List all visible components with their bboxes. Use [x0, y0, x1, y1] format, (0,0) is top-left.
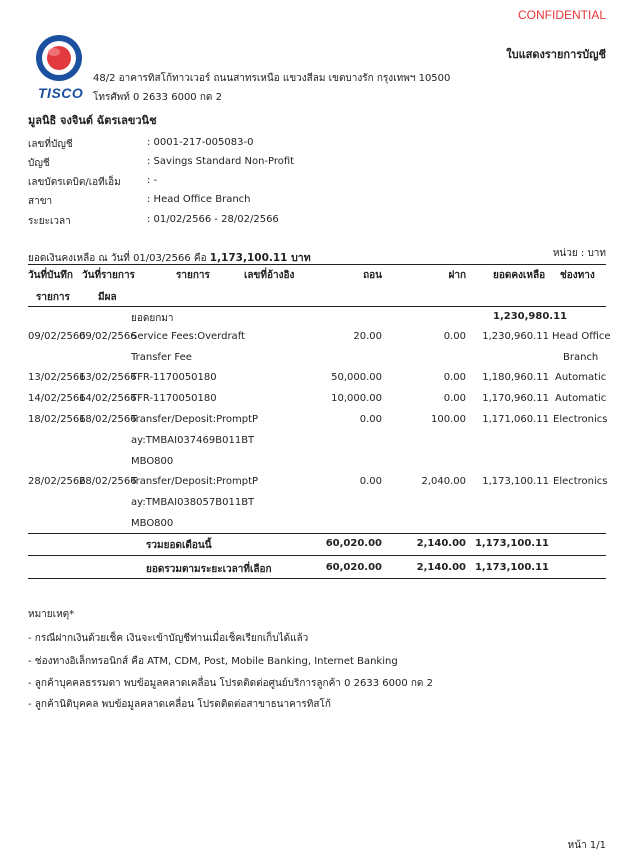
row-balance: 1,171,060.11 — [482, 414, 549, 425]
unit-label: หน่วย : บาท — [552, 248, 606, 259]
total-period-balance: 1,173,100.11 — [474, 562, 549, 573]
branch-label: สาขา — [28, 196, 53, 207]
total-month-balance: 1,173,100.11 — [474, 538, 549, 549]
row-withdraw: 50,000.00 — [331, 372, 382, 383]
total-period-label: ยอดรวมตามระยะเวลาที่เลือก — [146, 564, 272, 575]
header-bottom-rule — [28, 306, 606, 307]
row-description: Service Fees:Overdraft — [131, 331, 245, 342]
opening-balance-value: 1,230,980.11 — [493, 311, 568, 322]
row-channel: Electronics — [553, 476, 608, 487]
bank-address: 48/2 อาคารทิสโก้ทาวเวอร์ ถนนสาทรเหนือ แขวงสีลม เขตบางรัก กรุงเทพฯ 10500 — [93, 73, 451, 84]
notes-title: หมายเหตุ* — [28, 609, 75, 620]
header-trans-date: วันที่บันทึก — [28, 270, 73, 281]
balance-summary-prefix: ยอดเงินคงเหลือ ณ วันที่ 01/03/2566 คือ — [28, 253, 210, 264]
row-effective-date: 14/02/2566 — [79, 393, 137, 404]
note-item: - กรณีฝากเงินด้วยเช็ค เงินจะเข้าบัญชีท่านเมื่อเช็คเรียกเก็บได้แล้ว — [28, 633, 309, 644]
period-value: : 01/02/2566 - 28/02/2566 — [147, 214, 279, 225]
balance-summary-value: 1,173,100.11 บาท — [209, 252, 311, 264]
row-balance: 1,230,960.11 — [482, 331, 549, 342]
branch-value: : Head Office Branch — [147, 194, 251, 205]
logo-text: TISCO — [38, 85, 84, 101]
total-period-withdraw: 60,020.00 — [325, 562, 382, 573]
row-description: ay:TMBAI037469B011BT — [131, 435, 255, 446]
row-trans-date: 13/02/2566 — [28, 372, 86, 383]
row-trans-date: 14/02/2566 — [28, 393, 86, 404]
totals-middle-rule — [28, 555, 606, 556]
row-description: Transfer/Deposit:PromptP — [131, 414, 259, 425]
header-effective-date-line3: มีผล — [98, 292, 117, 303]
header-withdraw: ถอน — [363, 270, 382, 281]
row-description: TFR-1170050180 — [131, 372, 217, 383]
row-channel: Branch — [563, 352, 599, 363]
header-reference: เลขที่อ้างอิง — [244, 270, 295, 281]
debit-card-label: เลขบัตรเดบิต/เอทีเอ็ม — [28, 177, 121, 188]
row-deposit: 100.00 — [431, 414, 466, 425]
total-month-label: รวมยอดเดือนนี้ — [146, 540, 212, 551]
header-effective-date-line1: วันที่รายการ — [82, 270, 135, 281]
row-balance: 1,170,960.11 — [482, 393, 549, 404]
row-effective-date: 18/02/2566 — [79, 414, 137, 425]
period-label: ระยะเวลา — [28, 216, 71, 227]
row-deposit: 0.00 — [443, 372, 466, 383]
row-description: MBO800 — [131, 456, 174, 467]
header-channel: ช่องทาง — [560, 270, 595, 281]
row-trans-date: 28/02/2566 — [28, 476, 86, 487]
account-number-value: : 0001-217-005083-0 — [147, 137, 254, 148]
row-deposit: 0.00 — [443, 331, 466, 342]
header-effective-date-line2: รายการ — [36, 292, 70, 303]
document-title: ใบแสดงรายการบัญชี — [506, 48, 606, 61]
header-balance: ยอดคงเหลือ — [493, 270, 546, 281]
total-period-deposit: 2,140.00 — [416, 562, 466, 573]
totals-top-rule — [28, 533, 606, 534]
confidential-label: CONFIDENTIAL — [517, 8, 606, 22]
account-type-label: บัญชี — [28, 158, 50, 169]
account-holder-name: มูลนิธิ จงจินต์ ฉัตรเลขวนิช — [28, 114, 157, 127]
row-withdraw: 10,000.00 — [331, 393, 382, 404]
row-description: ay:TMBAI038057B011BT — [131, 497, 255, 508]
tisco-logo — [34, 33, 84, 103]
row-effective-date: 13/02/2566 — [79, 372, 137, 383]
row-effective-date: 09/02/2566 — [79, 331, 137, 342]
opening-balance-label: ยอดยกมา — [131, 313, 174, 324]
row-trans-date: 09/02/2566 — [28, 331, 86, 342]
row-effective-date: 28/02/2566 — [79, 476, 137, 487]
table-bottom-rule — [28, 578, 606, 579]
header-description: รายการ — [176, 270, 210, 281]
row-description: Transfer Fee — [131, 352, 192, 363]
row-balance: 1,173,100.11 — [482, 476, 549, 487]
row-withdraw: 0.00 — [359, 476, 382, 487]
row-channel: Automatic — [555, 393, 607, 404]
note-item: - ลูกค้านิติบุคคล พบข้อมูลคลาดเคลื่อน โปรดติดต่อสาขาธนาคารทิสโก้ — [28, 699, 331, 710]
row-channel: Electronics — [553, 414, 608, 425]
total-month-deposit: 2,140.00 — [416, 538, 466, 549]
debit-card-value: : - — [147, 175, 158, 186]
row-withdraw: 0.00 — [359, 414, 382, 425]
page-number: หน้า 1/1 — [567, 840, 606, 851]
row-channel: Automatic — [555, 372, 607, 383]
row-description: TFR-1170050180 — [131, 393, 217, 404]
note-item: - ลูกค้าบุคคลธรรมดา พบข้อมูลคลาดเคลื่อน โปรดติดต่อศูนย์บริการลูกค้า 0 2633 6000 กด 2 — [28, 678, 433, 689]
header-deposit: ฝาก — [448, 270, 466, 281]
table-top-rule — [28, 264, 606, 265]
row-balance: 1,180,960.11 — [482, 372, 549, 383]
note-item: - ช่องทางอิเล็กทรอนิกส์ คือ ATM, CDM, Post, Mobile Banking, Internet Banking — [28, 656, 398, 667]
row-description: Transfer/Deposit:PromptP — [131, 476, 259, 487]
bank-phone: โทรศัพท์ 0 2633 6000 กด 2 — [93, 92, 222, 103]
row-trans-date: 18/02/2566 — [28, 414, 86, 425]
row-description: MBO800 — [131, 518, 174, 529]
row-channel: Head Office — [552, 331, 611, 342]
row-deposit: 0.00 — [443, 393, 466, 404]
account-type-value: : Savings Standard Non-Profit — [147, 156, 295, 167]
row-deposit: 2,040.00 — [421, 476, 466, 487]
row-withdraw: 20.00 — [353, 331, 382, 342]
total-month-withdraw: 60,020.00 — [325, 538, 382, 549]
account-number-label: เลขที่บัญชี — [28, 139, 73, 150]
